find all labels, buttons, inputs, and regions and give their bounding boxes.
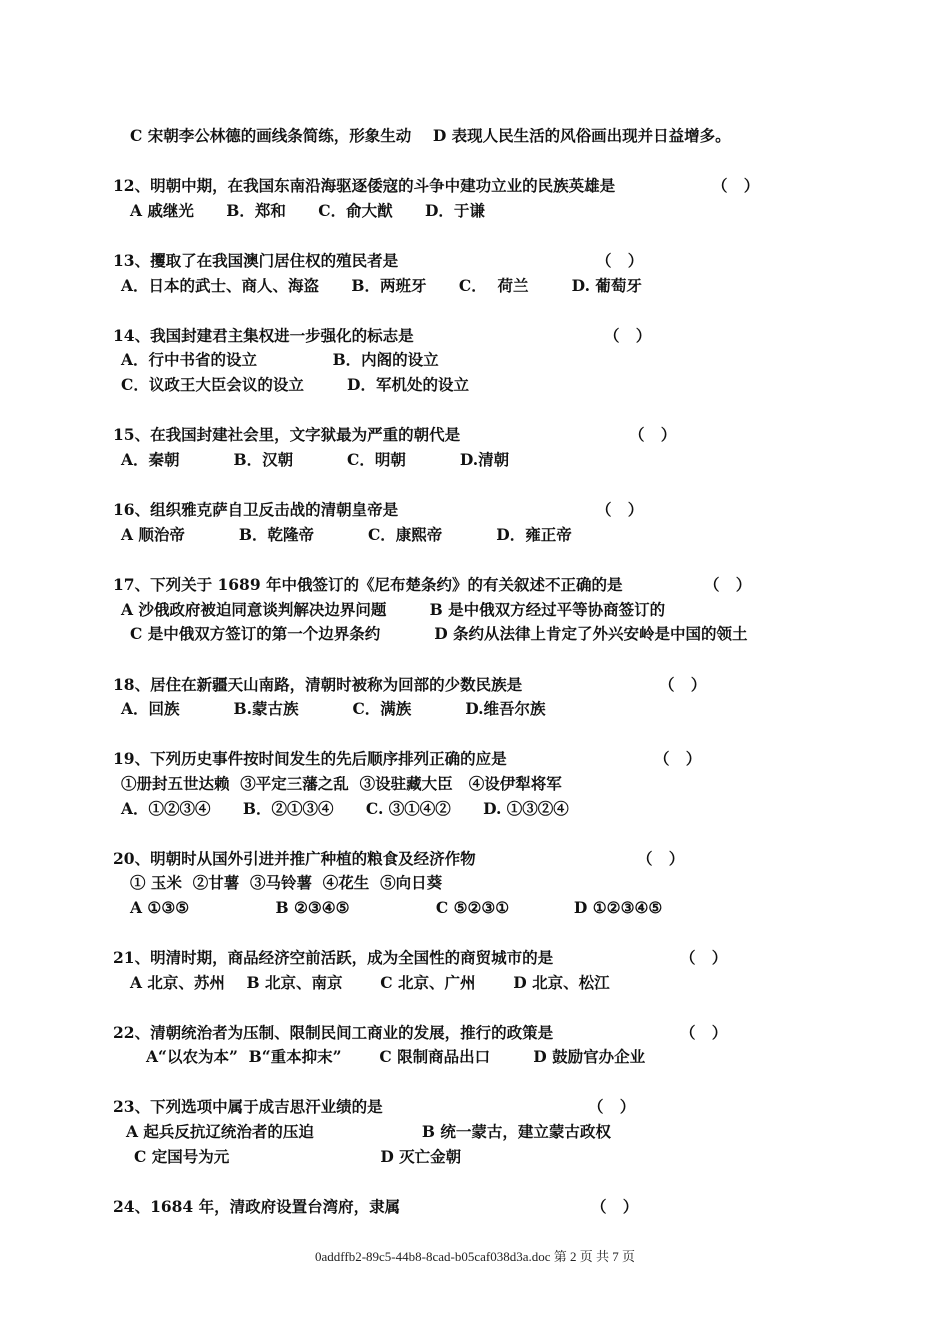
q11-options: C 宋朝李公林德的画线条简练，形象生动 D 表现人民生活的风俗画出现并日益增多。 [130, 126, 731, 145]
page-footer: 0addffb2-89c5-44b8-8cad-b05caf038d3a.doc 第 2 页 共 7 页 [315, 1249, 635, 1264]
q24-stem: 24、1684 年，清政府设置台湾府，隶属 [113, 1197, 401, 1216]
q20-options: A ①③⑤ B ②③④⑤ C ⑤②③① D ①②③④⑤ [130, 898, 663, 917]
q23-options-line2: C 定国号为元 D 灭亡金朝 [134, 1147, 462, 1166]
q23-stem: 23、下列选项中属于成吉思汗业绩的是 [113, 1097, 383, 1116]
q16-answer-paren: （ ） [596, 500, 644, 519]
q12-answer-paren: （ ） [712, 176, 760, 195]
q15-stem: 15、在我国封建社会里，文字狱最为严重的朝代是 [113, 425, 461, 444]
q19-answer-paren: （ ） [654, 749, 702, 768]
q12-options: A 戚继光 B．郑和 C．俞大猷 D．于谦 [130, 201, 485, 220]
q14-stem: 14、我国封建君主集权进一步强化的标志是 [113, 326, 414, 345]
q16-stem: 16、组织雅克萨自卫反击战的清朝皇帝是 [113, 500, 399, 519]
q20-answer-paren: （ ） [637, 849, 685, 868]
q17-stem: 17、下列关于 1689 年中俄签订的《尼布楚条约》的有关叙述不正确的是 [113, 575, 623, 594]
q12-stem: 12、明朝中期，在我国东南沿海驱逐倭寇的斗争中建功立业的民族英雄是 [113, 176, 616, 195]
q23-answer-paren: （ ） [588, 1097, 636, 1116]
q21-options: A 北京、苏州 B 北京、南京 C 北京、广州 D 北京、松江 [130, 973, 610, 992]
q20-stem: 20、明朝时从国外引进并推广种植的粮食及经济作物 [113, 849, 476, 868]
q22-options: A“以农为本” B“重本抑末” C 限制商品出口 D 鼓励官办企业 [146, 1047, 646, 1066]
q22-answer-paren: （ ） [680, 1023, 728, 1042]
q19-stem: 19、下列历史事件按时间发生的先后顺序排列正确的应是 [113, 749, 507, 768]
q18-stem: 18、居住在新疆天山南路，清朝时被称为回部的少数民族是 [113, 675, 523, 694]
q14-options-line1: A．行中书省的设立 B．内阁的设立 [121, 350, 439, 369]
q17-options-line2: C 是中俄双方签订的第一个边界条约 D 条约从法律上肯定了外兴安岭是中国的领土 [130, 624, 748, 643]
q13-stem: 13、攫取了在我国澳门居住权的殖民者是 [113, 251, 399, 270]
q17-answer-paren: （ ） [704, 575, 752, 594]
q18-options: A．回族 B.蒙古族 C．满族 D.维吾尔族 [121, 699, 546, 718]
q22-stem: 22、清朝统治者为压制、限制民间工商业的发展，推行的政策是 [113, 1023, 554, 1042]
q21-stem: 21、明清时期，商品经济空前活跃，成为全国性的商贸城市的是 [113, 948, 554, 967]
q21-answer-paren: （ ） [680, 948, 728, 967]
q19-events: ①册封五世达赖 ③平定三藩之乱 ③设驻藏大臣 ④设伊犁将军 [121, 774, 562, 793]
q24-answer-paren: （ ） [591, 1197, 639, 1216]
q14-answer-paren: （ ） [604, 326, 652, 345]
q18-answer-paren: （ ） [659, 675, 707, 694]
q23-options-line1: A 起兵反抗辽统治者的压迫 B 统一蒙古，建立蒙古政权 [126, 1122, 611, 1141]
q14-options-line2: C．议政王大臣会议的设立 D．军机处的设立 [121, 375, 469, 394]
q13-options: A．日本的武士、商人、海盗 B．两班牙 C． 荷兰 D. 葡萄牙 [121, 276, 642, 295]
q16-options: A 顺治帝 B．乾隆帝 C．康熙帝 D．雍正帝 [121, 525, 572, 544]
q19-options: A．①②③④ B．②①③④ C. ③①④② D. ①③②④ [121, 799, 569, 818]
q20-items: ① 玉米 ②甘薯 ③马铃薯 ④花生 ⑤向日葵 [130, 873, 443, 892]
q15-answer-paren: （ ） [629, 425, 677, 444]
q17-options-line1: A 沙俄政府被迫同意谈判解决边界问题 B 是中俄双方经过平等协商签订的 [121, 600, 666, 619]
q13-answer-paren: （ ） [596, 251, 644, 270]
q15-options: A．秦朝 B．汉朝 C．明朝 D.清朝 [121, 450, 510, 469]
